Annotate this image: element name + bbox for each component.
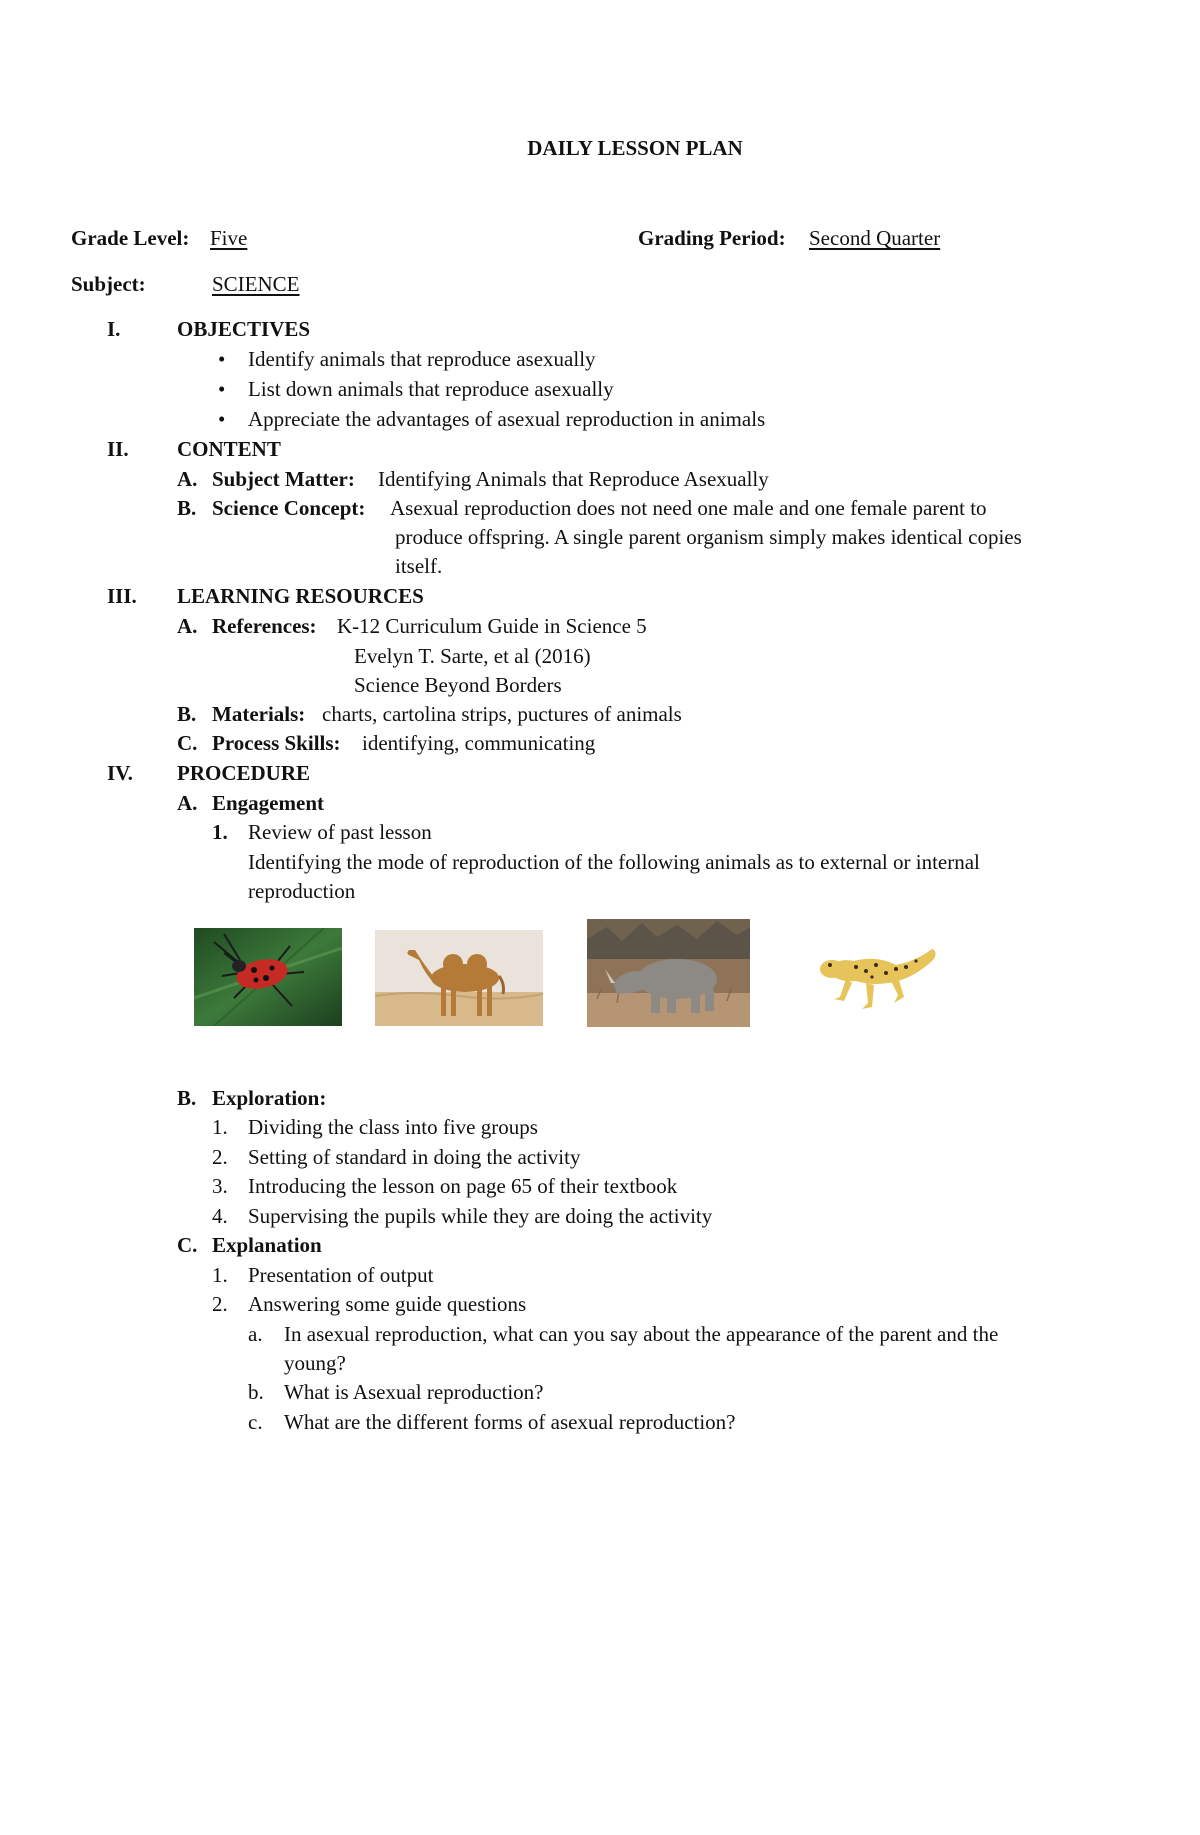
list-number: 1. bbox=[212, 1263, 228, 1287]
guide-question: young? bbox=[284, 1351, 346, 1375]
section-heading-objectives: OBJECTIVES bbox=[177, 317, 311, 341]
exploration-label: Exploration: bbox=[212, 1086, 327, 1110]
guide-question: What are the different forms of asexual reproduction? bbox=[284, 1410, 736, 1434]
grading-period-label: Grading Period: bbox=[638, 226, 786, 250]
gecko-picture bbox=[806, 931, 944, 1027]
engagement-description: Identifying the mode of reproduction of the following animals as to external or internal bbox=[248, 850, 980, 874]
guide-question: In asexual reproduction, what can you say about the appearance of the parent and the bbox=[284, 1322, 999, 1346]
objective-item: • Identify animals that reproduce asexually bbox=[248, 349, 596, 370]
item-letter: A. bbox=[177, 614, 198, 638]
reference-line: K-12 Curriculum Guide in Science 5 bbox=[337, 614, 647, 638]
camel-picture bbox=[375, 930, 543, 1026]
item-letter: B. bbox=[177, 702, 197, 726]
item-number: 1. bbox=[212, 820, 228, 844]
grade-level-value: Five bbox=[210, 226, 248, 250]
question-letter: b. bbox=[248, 1380, 264, 1404]
guide-question: What is Asexual reproduction? bbox=[284, 1380, 544, 1404]
list-number: 4. bbox=[212, 1204, 228, 1228]
engagement-label: Engagement bbox=[212, 791, 324, 815]
section-heading-content: CONTENT bbox=[177, 437, 281, 461]
science-concept-line: itself. bbox=[395, 554, 443, 578]
engagement-description: reproduction bbox=[248, 879, 356, 903]
science-concept-label: Science Concept: bbox=[212, 496, 366, 520]
reference-line: Science Beyond Borders bbox=[354, 673, 562, 697]
list-number: 2. bbox=[212, 1292, 228, 1316]
subject-matter-value: Identifying Animals that Reproduce Asexually bbox=[378, 467, 769, 491]
science-concept-line: Asexual reproduction does not need one male and one female parent to bbox=[390, 496, 987, 520]
list-item: Dividing the class into five groups bbox=[248, 1115, 538, 1139]
grading-period-value: Second Quarter bbox=[809, 226, 941, 250]
page-title: DAILY LESSON PLAN bbox=[527, 136, 743, 160]
ladybug-picture bbox=[194, 928, 342, 1026]
item-letter: A. bbox=[177, 467, 198, 491]
list-item: Presentation of output bbox=[248, 1263, 434, 1287]
objective-item: • List down animals that reproduce asexually bbox=[248, 379, 614, 400]
section-heading-resources: LEARNING RESOURCES bbox=[177, 584, 424, 608]
section-numeral: IV. bbox=[107, 761, 133, 785]
item-letter: C. bbox=[177, 1233, 198, 1257]
objective-item: • Appreciate the advantages of asexual reproduction in animals bbox=[248, 409, 765, 430]
rhinoceros-picture bbox=[587, 919, 750, 1027]
list-number: 2. bbox=[212, 1145, 228, 1169]
subject-label: Subject: bbox=[71, 272, 146, 296]
list-item: Supervising the pupils while they are doing the activity bbox=[248, 1204, 713, 1228]
references-label: References: bbox=[212, 614, 317, 638]
subject-value: SCIENCE bbox=[212, 272, 300, 296]
list-item: Introducing the lesson on page 65 of their textbook bbox=[248, 1174, 678, 1198]
engagement-item: Review of past lesson bbox=[248, 820, 432, 844]
section-numeral: III. bbox=[107, 584, 137, 608]
list-number: 3. bbox=[212, 1174, 228, 1198]
section-numeral: II. bbox=[107, 437, 129, 461]
grade-level-label: Grade Level: bbox=[71, 226, 190, 250]
explanation-label: Explanation bbox=[212, 1233, 322, 1257]
materials-label: Materials: bbox=[212, 702, 306, 726]
question-letter: c. bbox=[248, 1410, 263, 1434]
science-concept-line: produce offspring. A single parent organism simply makes identical copies bbox=[395, 525, 1022, 549]
item-letter: C. bbox=[177, 731, 198, 755]
item-letter: A. bbox=[177, 791, 198, 815]
subject-matter-label: Subject Matter: bbox=[212, 467, 355, 491]
item-letter: B. bbox=[177, 1086, 197, 1110]
list-item: Answering some guide questions bbox=[248, 1292, 527, 1316]
process-skills-value: identifying, communicating bbox=[362, 731, 596, 755]
section-numeral: I. bbox=[107, 317, 121, 341]
item-letter: B. bbox=[177, 496, 197, 520]
section-heading-procedure: PROCEDURE bbox=[177, 761, 311, 785]
list-number: 1. bbox=[212, 1115, 228, 1139]
reference-line: Evelyn T. Sarte, et al (2016) bbox=[354, 644, 591, 668]
materials-value: charts, cartolina strips, puctures of animals bbox=[322, 702, 682, 726]
process-skills-label: Process Skills: bbox=[212, 731, 341, 755]
list-item: Setting of standard in doing the activity bbox=[248, 1145, 581, 1169]
question-letter: a. bbox=[248, 1322, 263, 1346]
